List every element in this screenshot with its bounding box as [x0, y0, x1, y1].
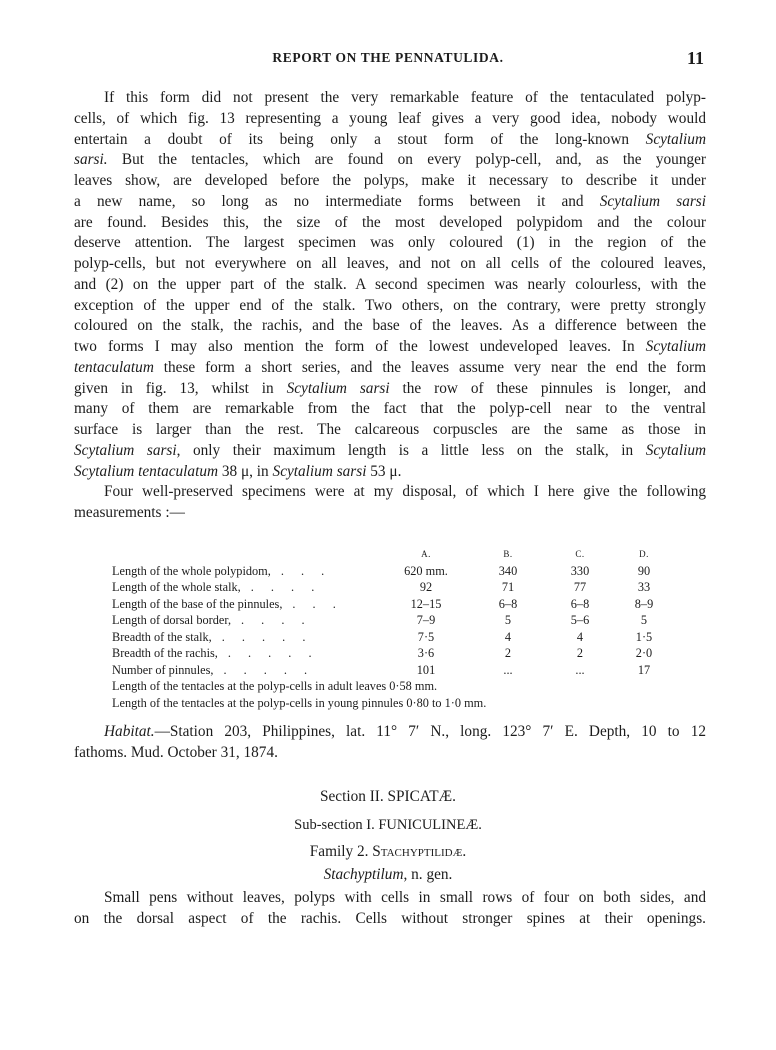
taxon-name: sarsi. [74, 151, 108, 169]
taxon-name: Scytalium sarsi [599, 192, 706, 210]
table-cell: 90 [637, 563, 651, 578]
taxon-name: Scytalium [645, 441, 707, 459]
text-line: leaves show, are developed before the polyps, make it necessary to describe it under [74, 172, 706, 189]
text-line: are found. Besides this, the size of the most developed polypidom and the colour [74, 213, 706, 231]
table-cell: 2 [504, 646, 512, 660]
table-cell: 340 [498, 563, 518, 578]
table-row [112, 612, 672, 629]
table-row [112, 563, 672, 580]
family-heading: Family 2. Stachyptilidæ. [309, 843, 467, 860]
table-row [112, 645, 672, 662]
table-cell: 12–15 [410, 596, 442, 611]
table-cell: 330 [570, 563, 590, 578]
main-paragraph [74, 88, 706, 524]
table-cell: 33 [637, 580, 651, 594]
text-line: If this form did not present the very remarkable feature of the tentaculated polyp- [104, 89, 706, 106]
table-note-row [112, 678, 672, 695]
text-line: fathoms. Mud. October 31, 1874. [74, 743, 278, 761]
table-cell: 1·5 [635, 629, 653, 644]
taxon-name: Scytalium sarsi [74, 441, 177, 459]
section-heading: Section II. SPICATÆ. [320, 788, 456, 805]
table-cell: 92 [419, 580, 433, 594]
text-line: deserve attention. The largest specimen was only coloured (1) in the region of the [74, 234, 706, 252]
column-header: B. [503, 549, 513, 559]
text-line: and (2) on the upper part of the stalk. A second specimen was nearly colourless, with the [74, 275, 706, 293]
table-cell: 71 [501, 580, 515, 594]
table-row [112, 662, 672, 679]
page-header [0, 48, 776, 72]
table-cell: ... [503, 662, 513, 677]
taxon-name: Scytalium tentaculatum [74, 462, 219, 480]
text-line: measurements :— [74, 504, 185, 521]
row-label: Length of the whole stalk, . . . . [112, 580, 315, 594]
text-line: entertain a doubt of its being only a stout form of the long-known Scytalium [74, 130, 706, 148]
table-cell: 2 [576, 646, 584, 660]
table-cell: 2·0 [635, 646, 653, 660]
table-row [112, 579, 672, 596]
text-line: two forms I may also mention the form of the lowest undeveloped leaves. In Scytalium [74, 338, 706, 355]
table-note: Length of the tentacles at the polyp-cells in young pinnules 0·80 to 1·0 mm. [112, 695, 487, 710]
text-line: surface is larger than the rest. The calcareous corpuscles are the same as those in [74, 421, 706, 438]
taxon-name: Scytalium sarsi [286, 379, 390, 397]
text-line: Habitat.—Station 203, Philippines, lat. 11° 7′ N., long. 123° 7′ E. Depth, 10 to 12 [104, 723, 706, 740]
table-cell: 101 [416, 662, 436, 677]
row-label: Breadth of the rachis, . . . . . [112, 646, 312, 660]
taxon-name: Scytalium [645, 338, 706, 355]
family-name: Stachyptilidæ. [372, 843, 467, 860]
table-cell: 7–9 [416, 613, 436, 627]
genus-heading: Stachyptilum, n. gen. [323, 866, 453, 883]
table-cell: 8–9 [634, 596, 654, 611]
column-header: A. [421, 549, 431, 559]
table-cell: 620 mm. [404, 563, 448, 578]
taxon-name: tentaculatum [74, 358, 154, 376]
text-line: sarsi. But the tentacles, which are found on every polyp-cell, and, as the younger [74, 151, 706, 169]
measurements-table [112, 546, 672, 711]
text-line: cells, of which fig. 13 representing a young leaf gives a very good idea, nobody would [74, 109, 706, 127]
subsection-heading: Sub-section I. FUNICULINEÆ. [294, 817, 482, 833]
table-cell: 5 [640, 613, 648, 627]
row-label: Number of pinnules, . . . . . [112, 662, 308, 677]
text-line: exception of the upper end of the stalk. Two others, on the contrary, were pretty strongly [74, 296, 706, 314]
text-line: Scytalium tentaculatum 38 μ, in Scytalium sarsi 53 μ. [74, 462, 402, 480]
text-line: Scytalium sarsi, only their maximum length is a little less on the stalk, in Scytalium [74, 441, 707, 459]
column-header: D. [639, 549, 649, 559]
table-cell: 4 [576, 629, 584, 644]
running-title: REPORT ON THE PENNATULIDA. [272, 50, 504, 65]
genus-description [74, 888, 706, 930]
row-label: Breadth of the stalk, . . . . . [112, 629, 306, 644]
table-row [112, 629, 672, 646]
text-line: a new name, so long as no intermediate forms between it and Scytalium sarsi [74, 192, 706, 210]
text-line: Small pens without leaves, polyps with cells in small rows of four on both sides, and [104, 889, 706, 906]
table-cell: 5–6 [570, 613, 590, 627]
table-note-row [112, 695, 672, 712]
table-cell: 77 [573, 580, 587, 594]
genus-name: Stachyptilum [323, 866, 404, 883]
table-cell: 5 [504, 613, 512, 627]
table-cell: ... [575, 662, 585, 677]
page-number: 11 [686, 48, 704, 68]
table-cell: 4 [504, 629, 512, 644]
table-header-row [112, 546, 672, 563]
table-cell: 17 [637, 662, 651, 677]
habitat-paragraph [74, 722, 706, 764]
taxon-name: Scytalium sarsi [272, 462, 367, 480]
taxon-name: Scytalium [645, 130, 706, 148]
text-line: coloured on the stalk, the rachis, and the base of the leaves. As a difference between the [74, 317, 706, 335]
row-label: Length of the whole polypidom, . . . [112, 563, 325, 578]
habitat-label: Habitat. [104, 723, 155, 740]
table-row [112, 596, 672, 613]
text-line: on the dorsal aspect of the rachis. Cells without stronger spines at their openings. [74, 909, 706, 927]
table-cell: 6–8 [570, 596, 590, 611]
text-line: given in fig. 13, whilst in Scytalium sarsi the row of these pinnules is longer, and [74, 379, 706, 397]
row-label: Length of the base of the pinnules, . . . [112, 596, 336, 611]
table-cell: 6–8 [498, 596, 518, 611]
table-cell: 7·5 [417, 629, 435, 644]
column-header: C. [575, 549, 585, 559]
table-cell: 3·6 [417, 646, 435, 660]
row-label: Length of dorsal border, . . . . [112, 613, 305, 627]
text-line: tentaculatum these form a short series, and the leaves assume very near the end the form [74, 358, 706, 376]
text-line: many of them are remarkable from the fact that the polyp-cell near to the ventral [74, 400, 706, 418]
table-note: Length of the tentacles at the polyp-cells in adult leaves 0·58 mm. [112, 679, 438, 693]
text-line: Four well-preserved specimens were at my disposal, of which I here give the following [104, 483, 706, 501]
text-line: polyp-cells, but not everywhere on all leaves, and not on all cells of the coloured leaves, [74, 255, 706, 272]
